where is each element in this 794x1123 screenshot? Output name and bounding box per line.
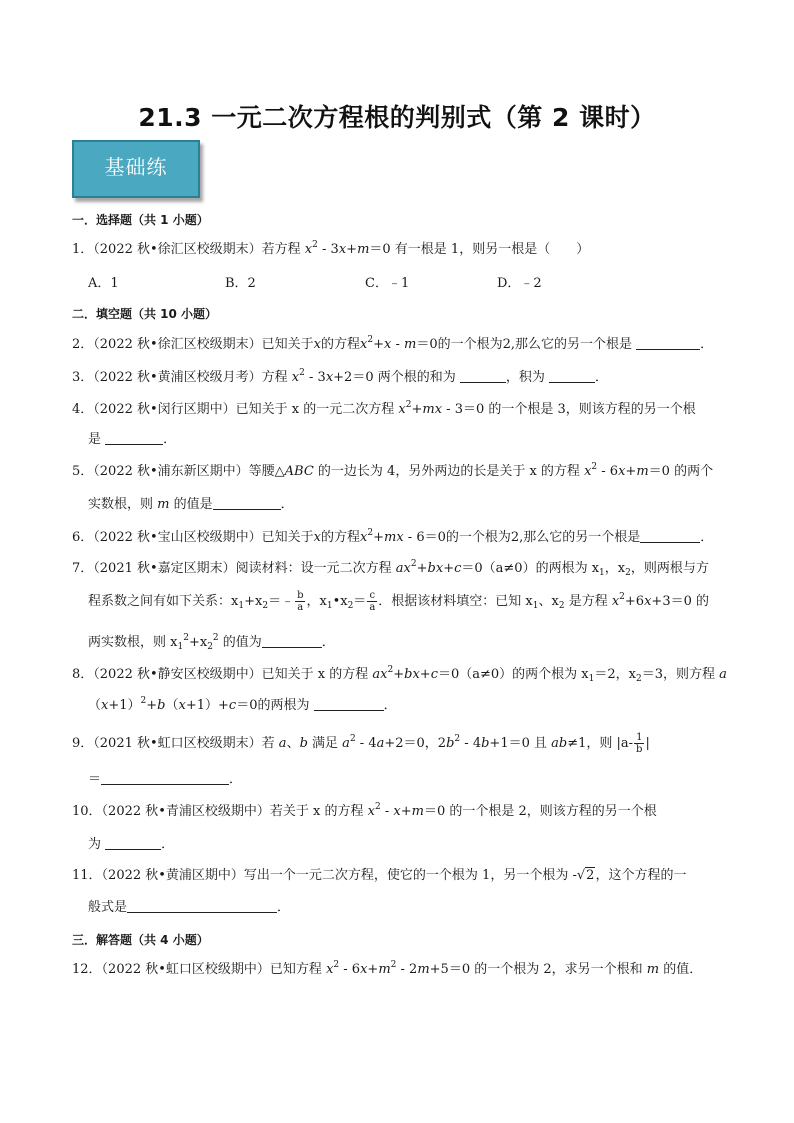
answer-blank[interactable] bbox=[549, 368, 595, 383]
answer-blank[interactable] bbox=[460, 368, 506, 383]
question-5-line-2: 实数根，则 m 的值是 ． bbox=[88, 497, 294, 512]
question-4-line-2: 是 ． bbox=[88, 432, 177, 447]
question-10: 10．（2022 秋•青浦区校级期中）若关于 x 的方程 $x^2 - x+m=0$ 的一个根是 2，则该方程的另一个根 bbox=[72, 802, 657, 819]
section-heading-solve: 三．解答题（共 4 小题） bbox=[72, 933, 209, 947]
question-2: 2．（2022 秋•徐汇区校级期末）已知关于x的方程$x^2+x - m=0$的一个根为2,那么它的另一个根是 ． bbox=[72, 335, 714, 352]
section-heading-choice: 一．选择题（共 1 小题） bbox=[72, 213, 209, 227]
question-11: 11．（2022 秋•黄浦区期中）写出一个一元二次方程，使它的一个根为 1，另一个根为 -√2，这个方程的一 bbox=[72, 868, 687, 883]
section-heading-fill: 二．填空题（共 10 小题） bbox=[72, 307, 218, 321]
section-badge: 基础练 bbox=[72, 140, 200, 198]
page-title: 21.3 一元二次方程根的判别式（第 2 课时） bbox=[138, 103, 656, 132]
option-d[interactable]: D．﹣2 bbox=[497, 276, 542, 291]
question-6: 6．（2022 秋•宝山区校级期中）已知关于x的方程$x^2+mx - 6=0$的一个根为2,那么它的另一个根是 ． bbox=[72, 528, 714, 545]
option-b[interactable]: B．2 bbox=[225, 276, 256, 291]
question-4: 4．（2022 秋•闵行区期中）已知关于 x 的一元二次方程 $x^2+mx - 3=0$ 的一个根是 3，则该方程的另一个根 bbox=[72, 400, 696, 417]
question-8-line-2: $(x+1)^2+b(x+1)+c=0$的两根为 ． bbox=[88, 696, 397, 713]
fraction: $\frac{b}{a}$ bbox=[297, 590, 304, 613]
question-1: 1．（2022 秋•徐汇区校级期末）若方程 $x^2 - 3x+m=0$ 有一根是 1，则另一根是（ ） bbox=[72, 240, 590, 257]
question-3: 3．（2022 秋•黄浦区校级月考）方程 $x^2 - 3x+2=0$ 两个根的和为 ，积为 ． bbox=[72, 368, 609, 385]
fraction: $\frac{c}{a}$ bbox=[369, 590, 376, 613]
answer-blank[interactable] bbox=[105, 430, 163, 445]
question-9-line-2: ＝ ． bbox=[88, 772, 243, 787]
answer-blank[interactable] bbox=[314, 696, 384, 711]
answer-blank[interactable] bbox=[101, 770, 229, 785]
question-7: 7．（2021 秋•嘉定区期末）阅读材料：设一元二次方程 $ax^2+bx+c=0(a\ne 0)$的两根为 $x_1$，$x_2$，则两根与方 bbox=[72, 559, 709, 578]
answer-blank[interactable] bbox=[127, 898, 277, 913]
question-7-line-3: 两实数根，则 $x_1^2+x_2^2$ 的值为 ． bbox=[88, 633, 335, 652]
answer-blank[interactable] bbox=[262, 633, 322, 648]
fraction: $\frac{1}{b}$ bbox=[636, 732, 643, 755]
answer-blank[interactable] bbox=[213, 495, 281, 510]
answer-blank[interactable] bbox=[636, 335, 700, 350]
question-8: 8．（2022 秋•静安区校级期中）已知关于 x 的方程 $ax^2+bx+c=0(a\ne 0)$的两个根为 $x_1=2$，$x_2=3$，则方程 a bbox=[72, 665, 727, 684]
answer-blank[interactable] bbox=[105, 835, 161, 850]
question-5: 5．（2022 秋•浦东新区期中）等腰△ABC 的一边长为 4，另外两边的长是关于 x 的方程 $x^2 - 6x+m=0$ 的两个 bbox=[72, 462, 714, 479]
question-12: 12．（2022 秋•虹口区校级期中）已知方程 $x^2 - 6x+m^2 - 2m+5=0$ 的一个根为 2，求另一个根和 m 的值． bbox=[72, 960, 703, 977]
question-10-line-2: 为 ． bbox=[88, 837, 175, 852]
option-a[interactable]: A．1 bbox=[88, 276, 119, 291]
answer-blank[interactable] bbox=[640, 528, 700, 543]
question-9: 9．（2021 秋•虹口区校级期末）若 a、b 满足 $a^2 - 4a+2=0$，$2b^2 - 4b+1=0$ 且 ab≠1，则 |a- $\frac{1}{b}$ | bbox=[72, 732, 650, 755]
question-7-line-2: 程系数之间有如下关系：$x_1+x_2=﹣$ $\frac{b}{a}$ ，$x_1•x_2=$ $\frac{c}{a}$ ．根据该材料填空：已知 $x_1$、$x_2$ 是方程 $x^2+6x+3=0$ 的 bbox=[88, 590, 709, 613]
question-11-line-2: 般式是 ． bbox=[88, 900, 291, 915]
option-c[interactable]: C．﹣1 bbox=[365, 276, 410, 291]
